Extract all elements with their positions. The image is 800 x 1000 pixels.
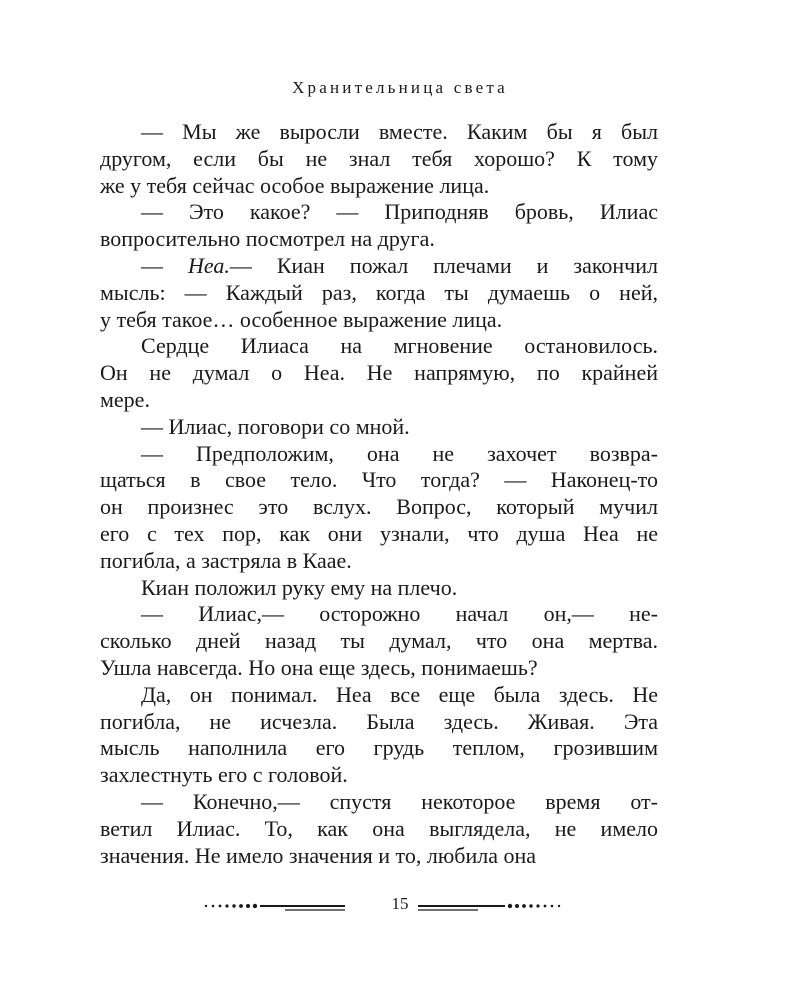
paragraph	[100, 333, 658, 413]
text-line: другом, если бы не знал тебя хорошо? К тому	[100, 145, 658, 171]
text-line: его с тех пор, как они узнали, что душа Неа не	[100, 520, 658, 546]
paragraph	[100, 414, 658, 441]
text-line: Сердце Илиаса на мгновение остановилось.	[141, 333, 658, 359]
text-line: погибла, а застряла в Каае.	[100, 547, 352, 573]
text-line: Он не думал о Неа. Не напрямую, по крайней	[100, 360, 658, 386]
text-line: погибла, не исчезла. Была здесь. Живая. Эта	[100, 708, 658, 734]
text-line: Да, он понимал. Неа все еще была здесь. Не	[141, 681, 658, 707]
paragraph	[100, 575, 658, 602]
paragraph	[100, 199, 658, 253]
text-line: — Илиас, поговори со мной.	[141, 413, 410, 439]
page-number: 15	[391, 894, 409, 913]
paragraph	[100, 601, 658, 681]
text-line: мысль: — Каждый раз, когда ты думаешь о ней,	[100, 279, 658, 305]
running-title: Хранительница света	[292, 78, 508, 97]
text-line: сколько дней назад ты думал, что она мертва.	[100, 628, 658, 654]
text-line: — Конечно,— спустя некоторое время от-	[141, 788, 658, 814]
text-line: он произнес это вслух. Вопрос, который мучил	[100, 494, 658, 520]
text-line: у тебя такое… особенное выражение лица.	[100, 306, 503, 332]
paragraph	[100, 682, 658, 789]
text-line: — Это какое? — Приподняв бровь, Илиас	[141, 199, 658, 225]
text-line: же у тебя сейчас особое выражение лица.	[100, 172, 490, 198]
text-line: — Предположим, она не захочет возвра-	[141, 440, 658, 466]
text-line: Киан положил руку ему на плечо.	[141, 574, 458, 600]
text-line: щаться в свое тело. Что тогда? — Наконец-то	[100, 467, 658, 493]
text-line: вопросительно посмотрел на друга.	[100, 226, 435, 252]
paragraph	[100, 789, 658, 869]
paragraph	[100, 253, 658, 333]
paragraph	[100, 119, 658, 199]
text-line: Ушла навсегда. Но она еще здесь, понимаешь?	[100, 654, 538, 680]
body-text	[100, 119, 658, 869]
text-line: мере.	[100, 386, 150, 412]
text-line: мысль наполнила его грудь теплом, грозившим	[100, 735, 658, 761]
text-line: — Мы же выросли вместе. Каким бы я был	[141, 119, 658, 144]
text-line: ветил Илиас. То, как она выглядела, не имело	[100, 815, 658, 841]
text-line: — Неа.— Киан пожал плечами и закончил	[141, 252, 658, 278]
text-line: захлестнуть его с головой.	[100, 762, 348, 788]
paragraph	[100, 441, 658, 575]
text-line: — Илиас,— осторожно начал он,— не-	[141, 601, 658, 627]
text-line: значения. Не имело значения и то, любила она	[100, 842, 537, 868]
page-footer	[0, 894, 800, 918]
